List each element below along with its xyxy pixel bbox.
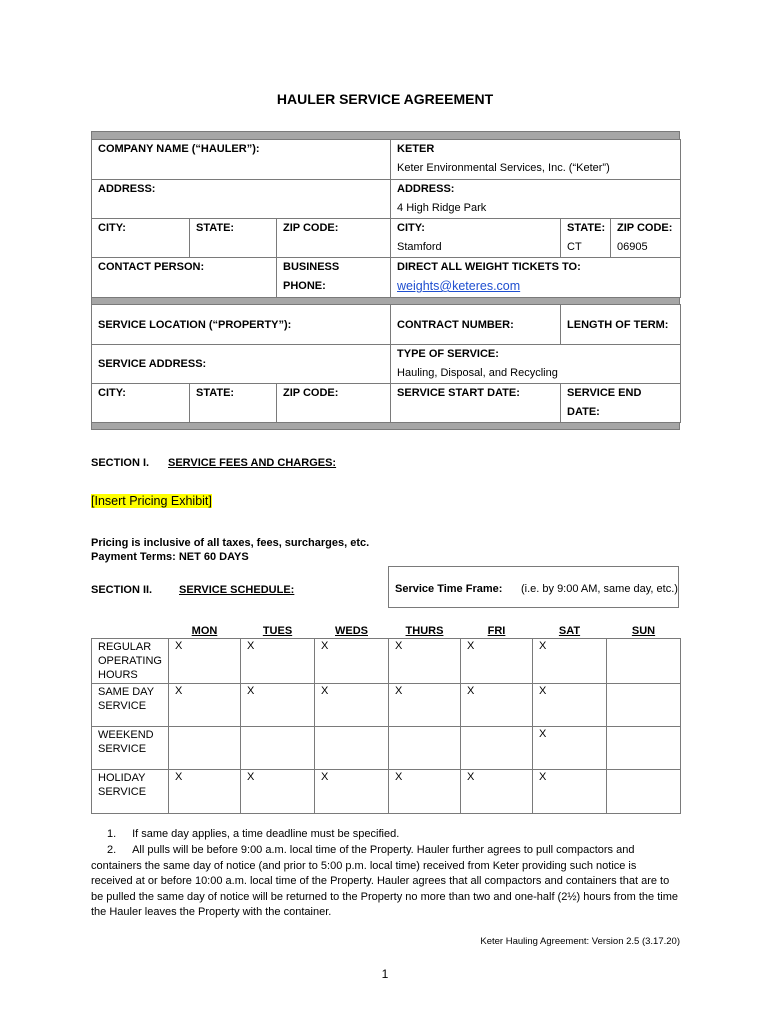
schedule-cell[interactable]: X: [169, 684, 241, 727]
section-1-number: SECTION I.: [91, 457, 150, 469]
day-header: SUN: [631, 625, 656, 637]
keter-city: Stamford: [397, 241, 442, 253]
location-city-cell[interactable]: [92, 384, 190, 423]
location-zip-cell[interactable]: [277, 384, 391, 423]
day-header: THURS: [405, 625, 444, 637]
service-time-frame-hint: (i.e. by 9:00 AM, same day, etc.): [521, 583, 678, 595]
table-top-bar: [91, 131, 680, 139]
type-of-service-cell: [391, 345, 681, 384]
schedule-cell[interactable]: X: [389, 639, 461, 684]
contract-number-label: CONTRACT NUMBER:: [397, 318, 514, 331]
location-state-cell[interactable]: [190, 384, 277, 423]
contact-person-label: CONTACT PERSON:: [98, 261, 205, 273]
type-of-service-value: Hauling, Disposal, and Recycling: [397, 367, 558, 379]
note-2-text: All pulls will be before 9:00 a.m. local time of the Property. Hauler further agrees to pull compactors and containers the same day of notice (and prior to 5:00 p.m. local time) received from Keter providing such notice is received at or before 10:00 a.m. local time of the Property. Hauler agrees that all compactors and containers that are to be pulled the same day of notice will be returned to the Property no more than two and one-half (2½) hours from the time the Hauler leaves the Property with the container.: [91, 844, 678, 918]
location-state-label: STATE:: [196, 387, 235, 399]
keter-name-cell: [391, 140, 681, 180]
address-label: ADDRESS:: [98, 183, 156, 195]
keter-city-label: CITY:: [397, 222, 425, 234]
note-1-number: 1.: [107, 828, 117, 840]
schedule-cell[interactable]: [169, 727, 241, 770]
schedule-cell[interactable]: [315, 727, 389, 770]
section-2-number: SECTION II.: [91, 584, 153, 596]
schedule-cell[interactable]: X: [315, 684, 389, 727]
schedule-cell[interactable]: X: [533, 770, 607, 814]
page-title: HAULER SERVICE AGREEMENT: [276, 91, 494, 107]
schedule-row-label: SAME DAY SERVICE: [92, 684, 169, 727]
service-end-date-label: SERVICE END DATE:: [567, 387, 642, 418]
table-row: [92, 727, 681, 770]
table-row: [92, 639, 681, 684]
schedule-cell[interactable]: X: [169, 770, 241, 814]
contact-person-cell[interactable]: [92, 258, 277, 298]
hauler-zip-cell[interactable]: [277, 219, 391, 258]
service-address-label: SERVICE ADDRESS:: [98, 358, 207, 370]
service-schedule-table: [91, 624, 681, 814]
weight-tickets-cell: [391, 258, 681, 298]
service-end-date-cell[interactable]: [561, 384, 681, 423]
schedule-corner: [92, 624, 169, 639]
keter-label: KETER: [397, 143, 435, 155]
schedule-cell[interactable]: [607, 727, 681, 770]
service-location-label: SERVICE LOCATION (“PROPERTY”):: [98, 318, 292, 331]
schedule-cell[interactable]: [241, 727, 315, 770]
hauler-state-cell[interactable]: [190, 219, 277, 258]
schedule-cell[interactable]: X: [315, 770, 389, 814]
keter-address: 4 High Ridge Park: [397, 202, 487, 214]
location-city-label: CITY:: [98, 387, 126, 399]
keter-state: CT: [567, 241, 582, 253]
schedule-cell[interactable]: X: [461, 639, 533, 684]
type-of-service-label: TYPE OF SERVICE:: [397, 348, 499, 360]
keter-state-cell: [561, 219, 611, 258]
day-header: MON: [191, 625, 218, 637]
page-number: 1: [381, 967, 389, 981]
service-start-date-cell[interactable]: [391, 384, 561, 423]
pricing-placeholder[interactable]: [91, 494, 212, 508]
schedule-cell[interactable]: X: [389, 684, 461, 727]
schedule-cell[interactable]: X: [461, 770, 533, 814]
day-header: TUES: [262, 625, 293, 637]
keter-zip-cell: [611, 219, 681, 258]
location-zip-label: ZIP CODE:: [283, 387, 339, 399]
table-bottom-bar: [91, 423, 680, 430]
business-phone-cell[interactable]: [277, 258, 391, 298]
table-row: [92, 684, 681, 727]
note-1-text: If same day applies, a time deadline must be specified.: [132, 828, 400, 840]
keter-zip-label: ZIP CODE:: [617, 222, 673, 234]
length-of-term-label: LENGTH OF TERM:: [567, 318, 669, 331]
schedule-cell[interactable]: X: [461, 684, 533, 727]
weight-tickets-label: DIRECT ALL WEIGHT TICKETS TO:: [397, 261, 581, 273]
keter-address-label: ADDRESS:: [397, 183, 455, 195]
hauler-address-cell[interactable]: [92, 180, 391, 219]
pricing-placeholder-text: [Insert Pricing Exhibit]: [91, 494, 212, 508]
schedule-header-row: [92, 624, 681, 639]
schedule-cell[interactable]: X: [169, 639, 241, 684]
weight-tickets-email-link[interactable]: weights@keteres.com: [397, 279, 521, 293]
service-address-cell[interactable]: [92, 345, 391, 384]
schedule-row-label: REGULAR OPERATING HOURS: [92, 639, 169, 684]
footer-version: Keter Hauling Agreement: Version 2.5 (3.17.20): [480, 936, 680, 947]
note-1: [91, 827, 680, 843]
note-2-number: 2.: [107, 844, 117, 856]
zip-label: ZIP CODE:: [283, 222, 339, 234]
day-header: WEDS: [335, 625, 368, 637]
state-label: STATE:: [196, 222, 235, 234]
schedule-cell[interactable]: [461, 727, 533, 770]
service-time-frame-label: Service Time Frame:: [395, 583, 503, 595]
hauler-city-cell[interactable]: [92, 219, 190, 258]
schedule-row-label: WEEKEND SERVICE: [92, 727, 169, 770]
service-location-cell[interactable]: [92, 305, 391, 345]
keter-zip: 06905: [617, 241, 648, 253]
schedule-cell[interactable]: X: [241, 770, 315, 814]
note-2: [91, 843, 680, 921]
day-header: FRI: [487, 625, 506, 637]
schedule-cell[interactable]: [607, 639, 681, 684]
length-of-term-cell[interactable]: [561, 305, 681, 345]
schedule-cell[interactable]: X: [241, 639, 315, 684]
schedule-cell[interactable]: X: [533, 639, 607, 684]
keter-city-cell: [391, 219, 561, 258]
section-2-heading: SERVICE SCHEDULE:: [179, 584, 295, 596]
schedule-cell[interactable]: X: [241, 684, 315, 727]
schedule-cell[interactable]: [607, 684, 681, 727]
company-name-cell[interactable]: [92, 140, 391, 180]
keter-name: Keter Environmental Services, Inc. (“Keter”): [397, 162, 610, 174]
section-1-heading: SERVICE FEES AND CHARGES:: [168, 457, 337, 469]
business-phone-label: BUSINESS PHONE:: [283, 261, 340, 292]
contract-number-cell[interactable]: [391, 305, 561, 345]
table-row: [92, 770, 681, 814]
schedule-cell[interactable]: X: [389, 770, 461, 814]
schedule-row-label: HOLIDAY SERVICE: [92, 770, 169, 814]
pricing-inclusive-note: Pricing is inclusive of all taxes, fees, surcharges, etc.: [91, 537, 370, 549]
schedule-cell[interactable]: [607, 770, 681, 814]
hauler-info-table: [91, 131, 680, 430]
payment-terms: Payment Terms: NET 60 DAYS: [91, 551, 249, 563]
schedule-cell[interactable]: [389, 727, 461, 770]
day-header: SAT: [558, 625, 581, 637]
keter-state-label: STATE:: [567, 222, 606, 234]
schedule-cell[interactable]: X: [533, 727, 607, 770]
city-label: CITY:: [98, 222, 126, 234]
schedule-cell[interactable]: X: [533, 684, 607, 727]
service-time-frame-box[interactable]: [388, 566, 679, 608]
company-name-label: COMPANY NAME (“HAULER”):: [98, 143, 260, 155]
schedule-cell[interactable]: X: [315, 639, 389, 684]
service-start-date-label: SERVICE START DATE:: [397, 387, 520, 399]
keter-address-cell: [391, 180, 681, 219]
